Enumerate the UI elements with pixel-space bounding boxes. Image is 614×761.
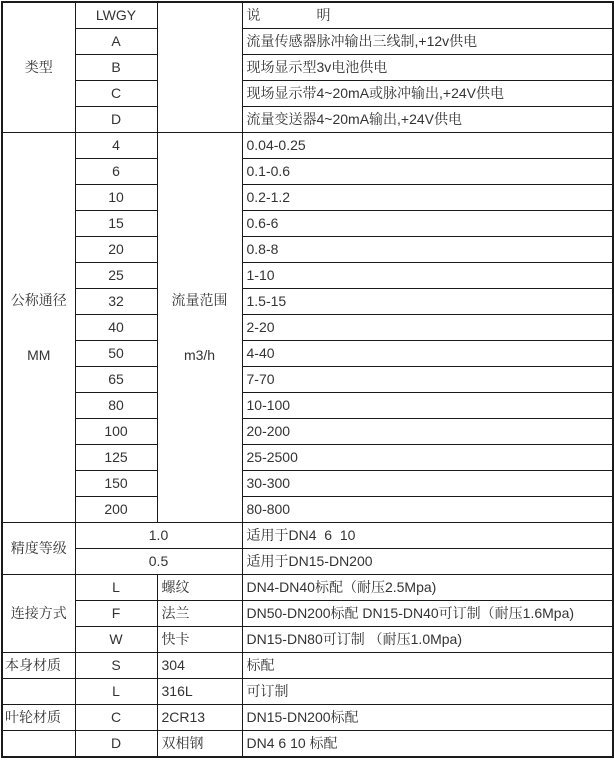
type-desc-cell: 流量传感器脉冲输出三线制,+12v供电 — [242, 29, 613, 55]
table-row — [2, 393, 613, 419]
connection-code-cell: L — [75, 575, 157, 601]
diameter-size-cell: 6 — [75, 159, 157, 185]
table-row — [2, 549, 613, 575]
impeller-material-section-label: 叶轮材质 — [2, 705, 75, 731]
body-material-name-cell: 316L — [157, 679, 242, 705]
flow-range-cell: 4-40 — [242, 341, 613, 367]
flow-range-cell: 0.8-8 — [242, 237, 613, 263]
table-row — [2, 133, 613, 159]
flow-range-label — [157, 133, 242, 523]
spec-table — [1, 1, 614, 758]
table-row — [2, 29, 613, 55]
flow-range-cell: 20-200 — [242, 419, 613, 445]
table-row — [2, 55, 613, 81]
diameter-size-cell: 150 — [75, 471, 157, 497]
diameter-size-cell: 50 — [75, 341, 157, 367]
table-row — [2, 289, 613, 315]
connection-name-cell: 法兰 — [157, 601, 242, 627]
body-material-code-cell: S — [75, 653, 157, 679]
flow-range-label-line1: 流量范围 — [171, 292, 228, 308]
diameter-label-line1: 公称通径 — [10, 292, 67, 308]
impeller-material-name-cell: 双相钢 — [157, 731, 242, 758]
diameter-size-cell: 40 — [75, 315, 157, 341]
diameter-size-cell: 200 — [75, 497, 157, 523]
type-spacer-cell — [157, 2, 242, 133]
flow-range-cell: 30-300 — [242, 471, 613, 497]
table-row — [2, 653, 613, 679]
diameter-section-label — [2, 133, 75, 523]
table-row — [2, 159, 613, 185]
flow-range-cell: 0.04-0.25 — [242, 133, 613, 159]
accuracy-desc-cell: 适用于DN15-DN200 — [242, 549, 613, 575]
accuracy-section-label: 精度等级 — [2, 523, 75, 575]
table-row — [2, 419, 613, 445]
flow-range-cell: 0.6-6 — [242, 211, 613, 237]
impeller-material-desc-cell: DN4 6 10 标配 — [242, 731, 613, 758]
type-code-cell: D — [75, 107, 157, 133]
connection-section-label: 连接方式 — [2, 575, 75, 653]
type-section-label: 类型 — [2, 2, 75, 133]
type-desc-cell: 流量变送器4~20mA输出,+24V供电 — [242, 107, 613, 133]
table-row — [2, 731, 613, 758]
table-row — [2, 497, 613, 523]
flow-range-cell: 0.2-1.2 — [242, 185, 613, 211]
connection-code-cell: W — [75, 627, 157, 653]
table-row — [2, 705, 613, 731]
type-code-cell: A — [75, 29, 157, 55]
diameter-size-cell: 10 — [75, 185, 157, 211]
flow-range-cell: 25-2500 — [242, 445, 613, 471]
flow-range-cell: 1.5-15 — [242, 289, 613, 315]
body-material-name-cell: 304 — [157, 653, 242, 679]
connection-code-cell: F — [75, 601, 157, 627]
diameter-size-cell: 25 — [75, 263, 157, 289]
table-row — [2, 367, 613, 393]
diameter-size-cell: 20 — [75, 237, 157, 263]
table-row — [2, 107, 613, 133]
table-row — [2, 341, 613, 367]
table-row — [2, 679, 613, 705]
table-row — [2, 211, 613, 237]
table-row — [2, 445, 613, 471]
model-header-cell: LWGY — [75, 2, 157, 29]
table-row — [2, 2, 613, 29]
diameter-size-cell: 80 — [75, 393, 157, 419]
body-material-section-label: 本身材质 — [2, 653, 75, 679]
body-material-desc-cell: 可订制 — [242, 679, 613, 705]
impeller-material-name-cell: 2CR13 — [157, 705, 242, 731]
connection-name-cell: 快卡 — [157, 627, 242, 653]
table-row — [2, 575, 613, 601]
flow-range-cell: 2-20 — [242, 315, 613, 341]
type-desc-cell: 现场显示带4~20mA或脉冲输出,+24V供电 — [242, 81, 613, 107]
empty-label-cell — [2, 731, 75, 758]
accuracy-grade-cell: 1.0 — [75, 523, 242, 549]
diameter-size-cell: 65 — [75, 367, 157, 393]
flow-range-cell: 10-100 — [242, 393, 613, 419]
table-row — [2, 601, 613, 627]
connection-desc-cell: DN15-DN80可订制 （耐压1.0Mpa) — [242, 627, 613, 653]
diameter-size-cell: 15 — [75, 211, 157, 237]
description-header-cell: 说明 — [242, 2, 613, 29]
accuracy-desc-cell: 适用于DN4 6 10 — [242, 523, 613, 549]
type-code-cell: B — [75, 55, 157, 81]
table-row — [2, 523, 613, 549]
table-row — [2, 471, 613, 497]
flow-range-cell: 80-800 — [242, 497, 613, 523]
empty-label-cell — [2, 679, 75, 705]
impeller-material-desc-cell: DN15-DN200标配 — [242, 705, 613, 731]
diameter-size-cell: 125 — [75, 445, 157, 471]
connection-desc-cell: DN4-DN40标配（耐压2.5Mpa) — [242, 575, 613, 601]
accuracy-grade-cell: 0.5 — [75, 549, 242, 575]
impeller-material-code-cell: D — [75, 731, 157, 758]
diameter-size-cell: 100 — [75, 419, 157, 445]
connection-name-cell: 螺纹 — [157, 575, 242, 601]
flow-range-cell: 0.1-0.6 — [242, 159, 613, 185]
type-desc-cell: 现场显示型3v电池供电 — [242, 55, 613, 81]
flow-range-cell: 1-10 — [242, 263, 613, 289]
diameter-size-cell: 4 — [75, 133, 157, 159]
connection-desc-cell: DN50-DN200标配 DN15-DN40可订制（耐压1.6Mpa) — [242, 601, 613, 627]
table-row — [2, 315, 613, 341]
type-code-cell: C — [75, 81, 157, 107]
body-material-desc-cell: 标配 — [242, 653, 613, 679]
table-row — [2, 237, 613, 263]
table-row — [2, 81, 613, 107]
diameter-size-cell: 32 — [75, 289, 157, 315]
body-material-code-cell: L — [75, 679, 157, 705]
diameter-label-line2: MM — [27, 347, 51, 363]
flow-range-cell: 7-70 — [242, 367, 613, 393]
table-row — [2, 185, 613, 211]
table-row — [2, 627, 613, 653]
table-row — [2, 263, 613, 289]
impeller-material-code-cell: C — [75, 705, 157, 731]
flow-range-label-line2: m3/h — [183, 347, 216, 363]
